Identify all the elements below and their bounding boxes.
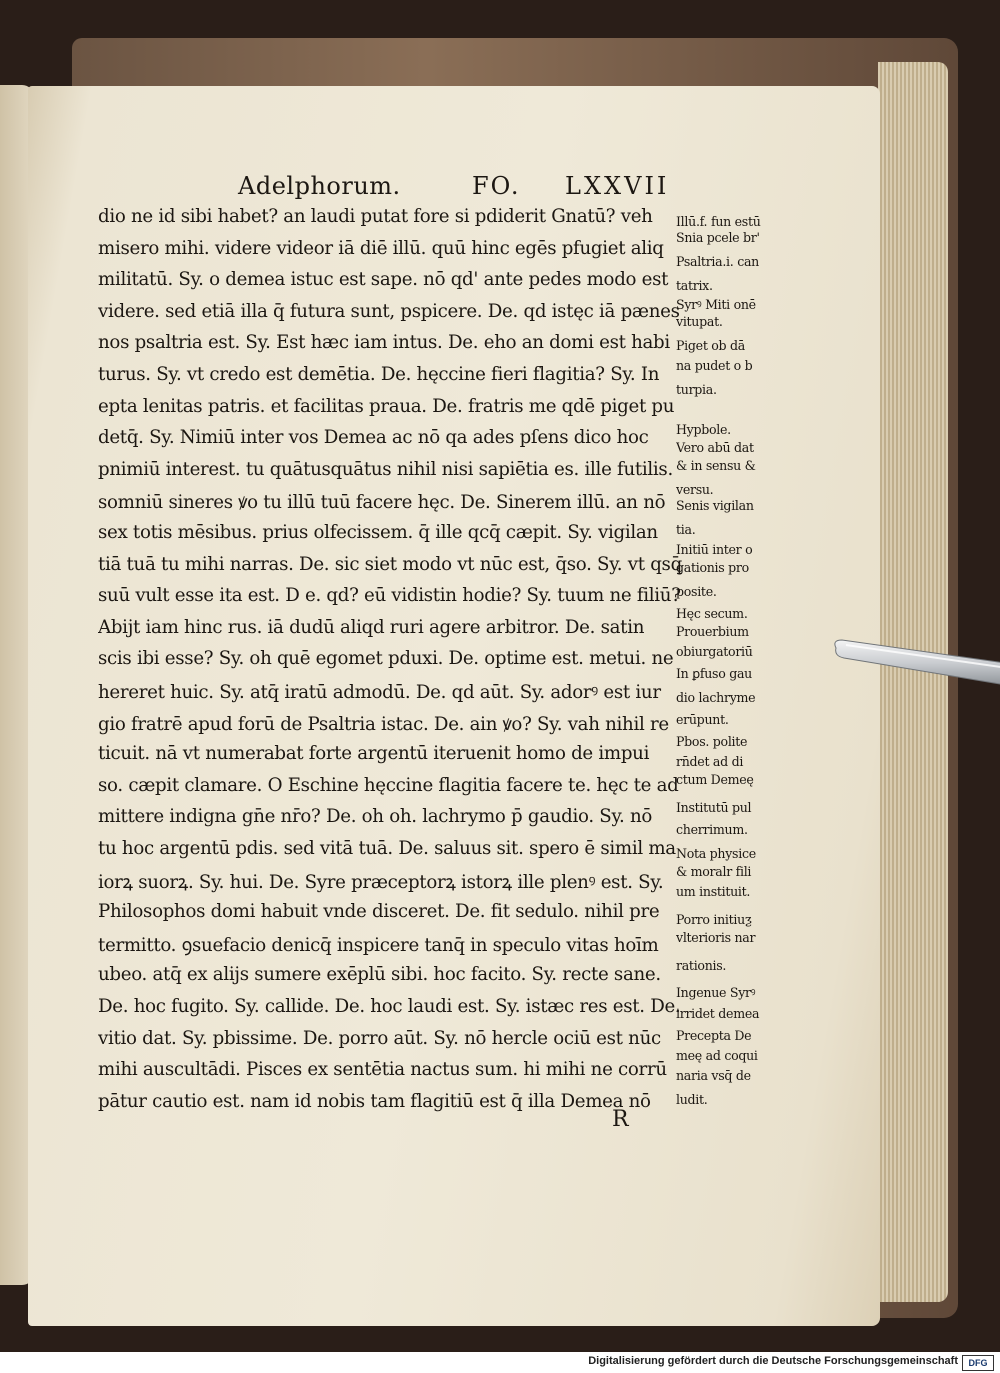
margin-note-line: obiurgatoriū — [676, 644, 753, 659]
margin-note-line: na pudet o b — [676, 358, 753, 373]
margin-note-line: Hęc secum. — [676, 606, 748, 621]
margin-note-line: In ꝑfuso gau — [676, 666, 752, 681]
margin-note-line: & in sensu & — [676, 458, 756, 473]
text-line: pnimiū interest. tu quātusquātus nihil nisi sapiētia es. ille futilis. — [98, 458, 673, 480]
text-line: sex totis mēsibus. prius olfecissem. q̄ ille qcq̄ cæpit. Sy. vigilan — [98, 522, 658, 543]
margin-note-line: meę ad coqui — [676, 1048, 758, 1063]
margin-note-line: ctum Demeę — [676, 772, 754, 787]
dfg-logo: DFG — [962, 1355, 994, 1371]
text-line: suū vult esse ita est. D e. qd? eū vidistin hodie? Sy. tuum ne filiū? — [98, 585, 681, 607]
margin-note-line: cherrimum. — [676, 822, 748, 837]
text-line: tiā tuā tu mihi narras. De. sic siet modo vt nūc est, q̄so. Sy. vt qsq̄ — [98, 553, 682, 575]
text-line: militatū. Sy. o demea istuc est sape. nō qd' ante pedes modo est — [98, 269, 669, 291]
text-line: tu hoc argentū pdis. sed vitā tuā. De. saluus sit. spero ē simil ma — [98, 838, 676, 859]
text-line: hereret huic. Sy. atq̄ iratū admodū. De. qd aūt. Sy. adorꝰ est iur — [98, 682, 661, 703]
folio-number: LXXVII — [565, 172, 670, 200]
text-line: nos psaltria est. Sy. Est hæc iam intus. De. eho an domi est habi — [98, 332, 670, 354]
margin-note-line: naria vsq̄ de — [676, 1068, 751, 1083]
margin-note-line: vitupat. — [676, 314, 723, 329]
signature-mark: R — [612, 1107, 629, 1132]
margin-note-line: rationis. — [676, 958, 727, 973]
margin-note-line: Syrꝰ Miti onē — [676, 297, 756, 312]
footer-credit: Digitalisierung gefördert durch die Deutsche Forschungsgemeinschaft — [588, 1355, 958, 1367]
margin-note-line: gationis pro — [676, 560, 749, 575]
margin-note-line: Senis vigilan — [676, 498, 754, 513]
margin-note-line: Pbos. polite — [676, 734, 748, 749]
margin-note-line: Nota physice — [676, 846, 756, 861]
margin-note-line: Porro initiuƺ — [676, 912, 752, 927]
margin-note-line: tia. — [676, 522, 696, 537]
text-line: vitio dat. Sy. pbissime. De. porro aūt. Sy. nō hercle ociū est nūc — [98, 1027, 661, 1049]
text-line: somniū sineres ꝟo tu illū tuū facere hęc. De. Sinerem illū. an nō — [98, 492, 666, 514]
margin-note-line: Precepta De — [676, 1028, 752, 1043]
margin-note-line: um instituit. — [676, 884, 751, 899]
margin-note-line: rn̄det ad di — [676, 754, 744, 769]
margin-note-line: Initiū inter o — [676, 542, 753, 557]
margin-note-line: versu. — [676, 482, 714, 497]
text-line: misero mihi. videre videor iā diē illū. quū hinc egēs pfugiet aliq — [98, 237, 664, 259]
text-line: pātur cautio est. nam id nobis tam flagitiū est q̄ illa Demea nō — [98, 1090, 651, 1112]
text-line: epta lenitas patris. et facilitas praua. De. fratris me qdē piget pu — [98, 395, 675, 417]
margin-note-line: Piget ob dā — [676, 338, 745, 353]
text-line: Philosophos domi habuit vnde disceret. De. fit sedulo. nihil pre — [98, 901, 660, 923]
margin-note-line: posite. — [676, 584, 717, 599]
text-line: iorꝝ suorꝝ. Sy. hui. De. Syre præceptorꝝ istorꝝ ille plenꝰ est. Sy. — [98, 871, 664, 893]
margin-note-line: Psaltria.i. can — [676, 254, 759, 269]
glass-pointer-icon — [832, 634, 1000, 690]
footer-bar — [0, 1352, 1000, 1373]
margin-note-line: turpia. — [676, 382, 717, 397]
margin-note-line: Illū.f. fun estū — [676, 214, 761, 229]
margin-note-line: ludit. — [676, 1092, 708, 1107]
text-line: mittere indigna gn̄e nr̄o? De. oh oh. lachrymo p̄ gaudio. Sy. nō — [98, 806, 653, 828]
text-line: videre. sed etiā illa q̄ futura sunt, pspicere. De. qd istęc iā pænes — [98, 300, 680, 322]
margin-note-line: Prouerbium — [676, 624, 749, 639]
margin-note-line: erūpunt. — [676, 712, 729, 727]
folio-label: FO. — [472, 172, 521, 200]
margin-note-line: irridet demea — [676, 1006, 760, 1021]
running-title: Adelphorum. — [238, 172, 401, 200]
text-line: gio fratrē apud forū de Psaltria istac. De. ain ꝟo? Sy. vah nihil re — [98, 713, 669, 735]
margin-note-line: Ingenue Syrꝰ — [676, 985, 756, 1000]
text-line: scis ibi esse? Sy. oh quē egomet pduxi. De. optime est. metui. ne — [98, 648, 674, 670]
margin-note-line: dio lachryme — [676, 690, 756, 705]
margin-note-line: Institutū pul — [676, 800, 752, 815]
text-line: mihi auscultādi. Pisces ex sentētia nactus sum. hi mihi ne corrū — [98, 1059, 667, 1081]
text-line: Abijt iam hinc rus. iā dudū aliqd ruri agere arbitror. De. satin — [98, 616, 645, 638]
margin-note-line: vlterioris nar — [676, 930, 756, 945]
margin-note-line: tatrix. — [676, 278, 713, 293]
text-line: so. cæpit clamare. O Eschine hęccine flagitia facere te. hęc te ad — [98, 774, 679, 796]
text-line: turus. Sy. vt credo est demētia. De. hęccine fieri flagitia? Sy. In — [98, 364, 660, 385]
text-line: ticuit. nā vt numerabat forte argentū iteruenit homo de impui — [98, 743, 650, 765]
text-line: dio ne id sibi habet? an laudi putat fore si pdiderit Gnatū? veh — [98, 206, 653, 227]
margin-note-line: Vero abū dat — [676, 440, 754, 455]
text-line: ubeo. atq̄ ex alijs sumere exēplū sibi. hoc facito. Sy. recte sane. — [98, 964, 661, 986]
margin-note-line: Hypbole. — [676, 422, 731, 437]
text-line: De. hoc fugito. Sy. callide. De. hoc laudi est. Sy. istæc res est. De. — [98, 996, 681, 1017]
text-line: termitto. ꝯsuefacio denicq̄ inspicere tanq̄ in speculo vitas hoīm — [98, 934, 659, 956]
text-line: detq̄. Sy. Nimiū inter vos Demea ac nō qa ades pſens dico hoc — [98, 427, 649, 449]
margin-note-line: Snia pcele br' — [676, 230, 760, 245]
margin-note-line: & moralr fili — [676, 864, 752, 879]
